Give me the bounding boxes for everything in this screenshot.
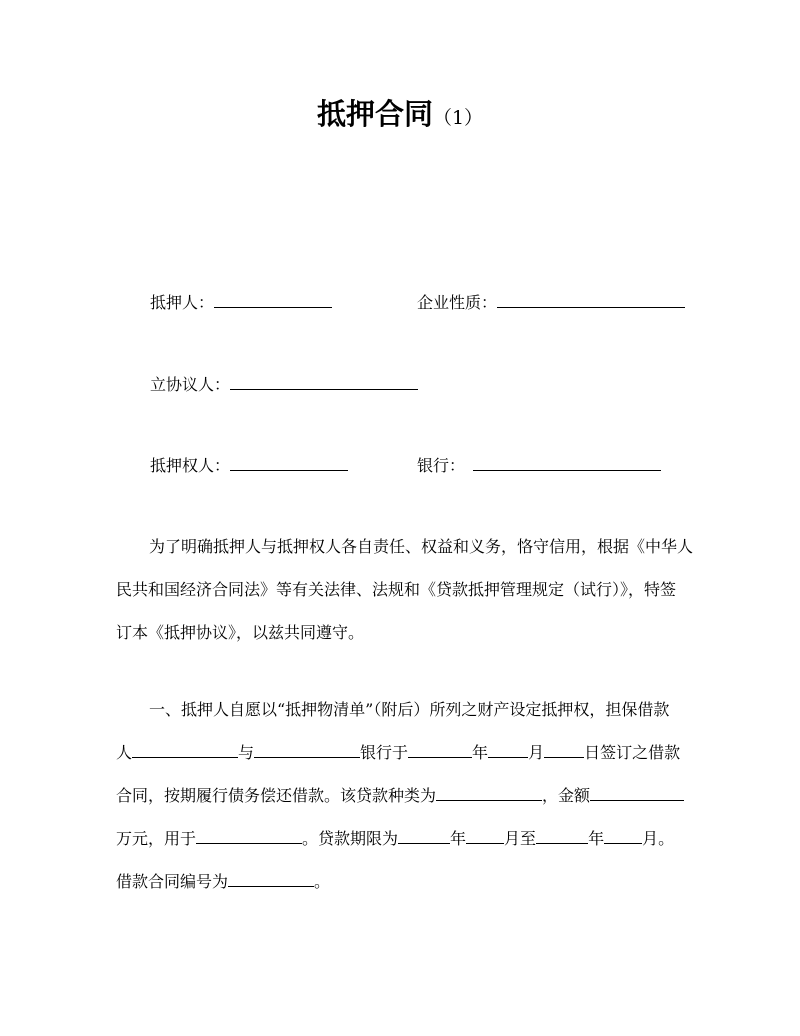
loan-type-blank	[436, 780, 542, 801]
mortgagee-field	[150, 452, 348, 478]
mortgagee-label: 抵押权人：	[150, 456, 231, 475]
document-title	[0, 94, 800, 138]
bank-label: 银行：	[417, 456, 466, 475]
clause-line: 万元，用于 。贷款期限为 年 月至 年 月。	[116, 817, 686, 860]
mortgagor-blank	[214, 289, 332, 308]
start-year-blank	[398, 823, 450, 844]
bank-blank	[473, 452, 661, 471]
borrower-blank	[132, 737, 238, 758]
year-blank	[408, 737, 472, 758]
enterprise-nature-field	[417, 289, 685, 315]
purpose-blank	[196, 823, 302, 844]
preamble-line: 订本《抵押协议》，以兹共同遵守。	[116, 623, 365, 642]
clause-line: 借款合同编号为 。	[116, 860, 686, 903]
contract-number-blank	[228, 866, 314, 887]
agreement-party-blank	[230, 371, 418, 390]
agreement-party-label: 立协议人：	[150, 375, 231, 394]
start-month-blank	[466, 823, 504, 844]
title-number: （1）	[432, 107, 484, 129]
enterprise-nature-blank	[497, 289, 685, 308]
mortgagee-blank	[230, 452, 348, 471]
amount-blank	[590, 780, 684, 801]
preamble-paragraph	[116, 525, 694, 654]
mortgagor-label: 抵押人：	[150, 293, 215, 312]
preamble-line: 为了明确抵押人与抵押权人各自责任、权益和义务，恪守信用，根据《中华人	[149, 537, 694, 556]
mortgagor-field	[150, 289, 332, 315]
clause-line: 一、抵押人自愿以“抵押物清单”（附后）所列之财产设定抵押权，担保借款	[149, 700, 670, 719]
end-month-blank	[604, 823, 642, 844]
bank-field	[417, 452, 661, 478]
enterprise-nature-label: 企业性质：	[417, 293, 498, 312]
clause-line: 合同，按期履行债务偿还借款。该贷款种类为 ，金额	[116, 774, 686, 817]
agreement-party-field	[150, 371, 418, 397]
end-year-blank	[536, 823, 588, 844]
title-main: 抵押合同	[316, 97, 433, 131]
preamble-line: 民共和国经济合同法》等有关法律、法规和《贷款抵押管理规定（试行）》，特签	[116, 580, 677, 599]
month-blank	[488, 737, 528, 758]
day-blank	[544, 737, 584, 758]
clause-line: 人 与 银行于 年 月 日签订之借款	[116, 731, 686, 774]
clause-1-paragraph	[116, 688, 686, 903]
bank-name-blank	[254, 737, 360, 758]
